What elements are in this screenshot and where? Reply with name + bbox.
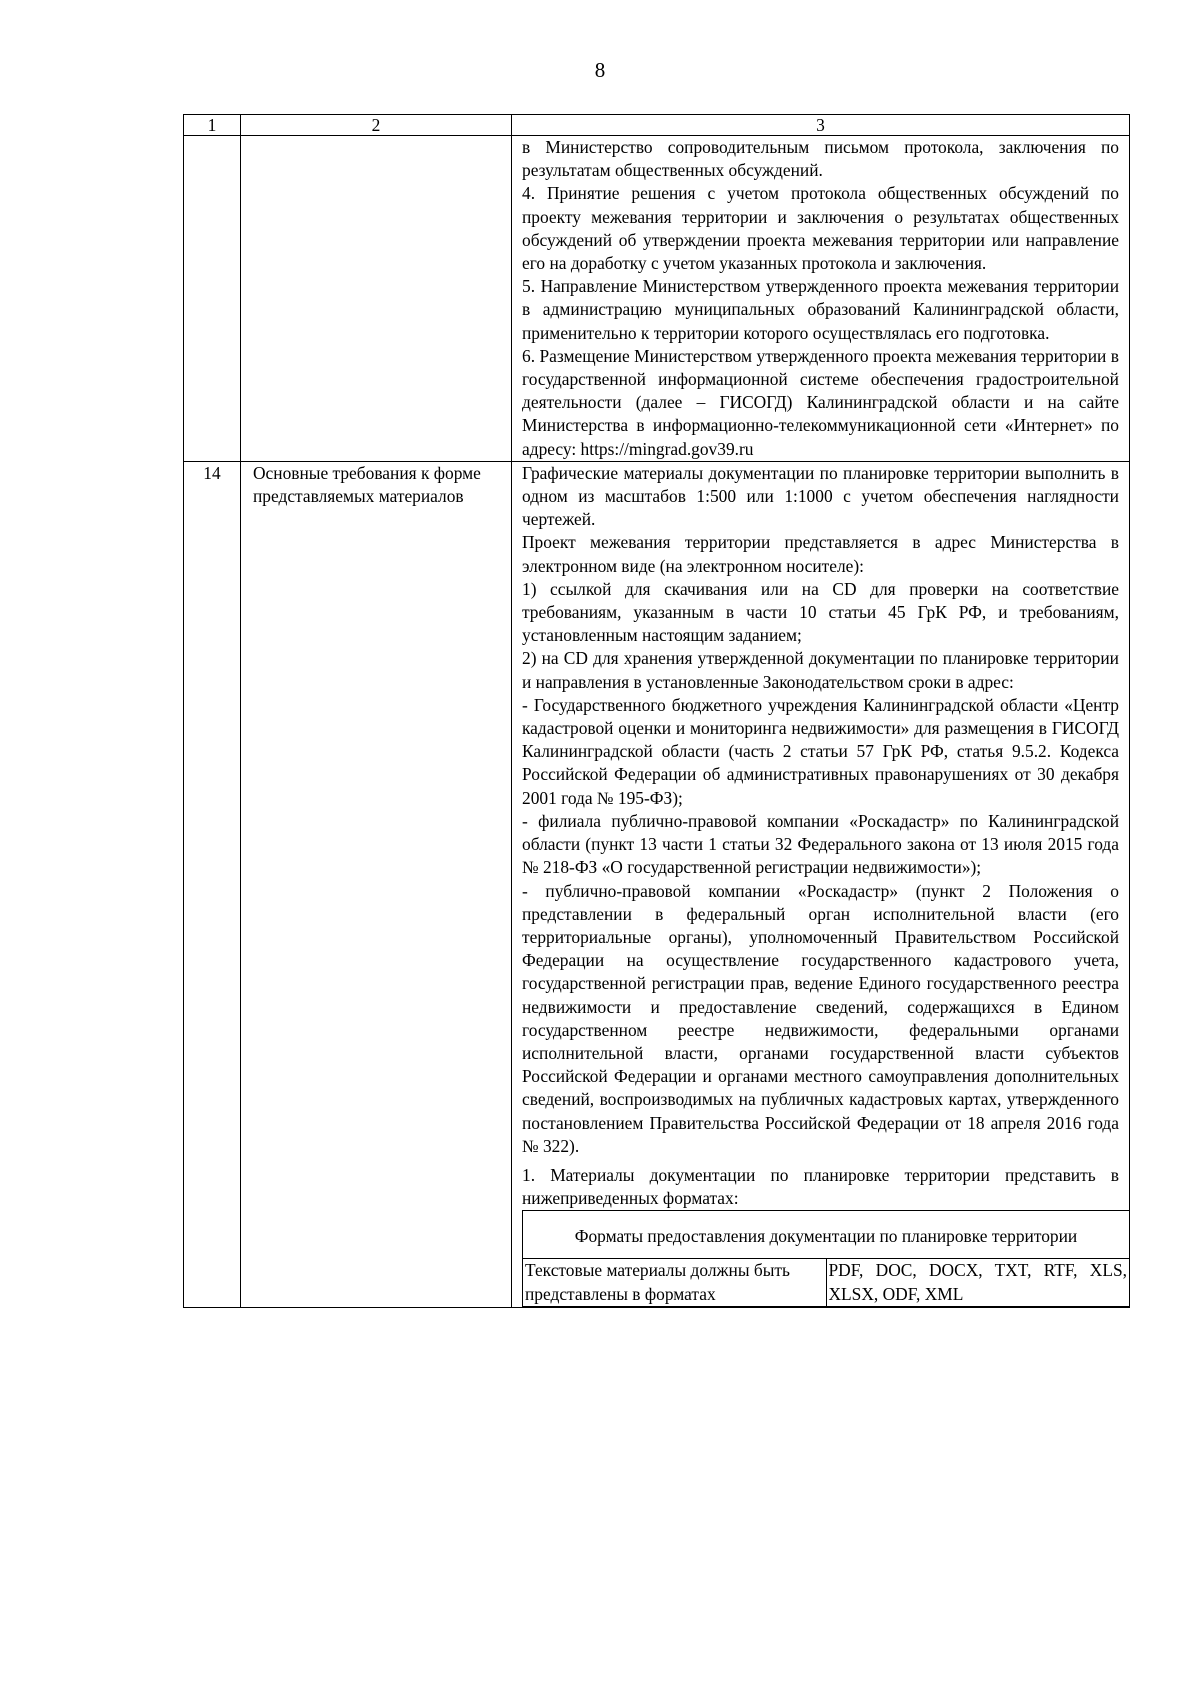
paragraph: 4. Принятие решения с учетом протокола общественных обсуждений по проекту межевания территории и заключения о результатах общественных обсуждений об утверждении проекта межевания территории или направление его на доработку с учетом указанных протокола и заключения. bbox=[522, 183, 1119, 274]
paragraph: Графические материалы документации по планировке территории выполнить в одном из масштабов 1:500 или 1:1000 с учетом обеспечения наглядности чертежей. bbox=[522, 462, 1119, 530]
paragraph: 6. Размещение Министерством утвержденного проекта межевания территории в государственной информационной системе обеспечения градостроительной деятельности (далее – ГИСОГД) Калининградской области и на сайте Министерства в информационно-телекоммуникационной сети «Интернет» по адресу: https://mingrad.gov39.ru bbox=[522, 345, 1119, 459]
row-title-cell-empty bbox=[241, 136, 512, 462]
column-header-3: 3 bbox=[512, 115, 1130, 136]
row-title: Основные требования к форме представляемых материалов bbox=[241, 461, 512, 1307]
paragraph: 2) на CD для хранения утвержденной документации по планировке территории и направления в установленные Законодательством сроки в адрес: bbox=[522, 648, 1119, 692]
paragraph: в Министерство сопроводительным письмом протокола, заключения по результатам общественных обсуждений. bbox=[522, 137, 1119, 181]
formats-table-title: Форматы предоставления документации по планировке территории bbox=[523, 1211, 1130, 1259]
paragraph: - филиала публично-правовой компании «Роскадастр» по Калининградской области (пункт 13 части 1 статьи 32 Федерального закона от 13 июля 2015 года № 218-ФЗ «О государственной регистрации недвижимости»); bbox=[522, 810, 1119, 878]
column-header-1: 1 bbox=[184, 115, 241, 136]
paragraph: 5. Направление Министерством утвержденного проекта межевания территории в администрацию муниципальных образований Калининградской области, применительно к территории которого осуществлялась его подготовка. bbox=[522, 276, 1119, 343]
requirements-table bbox=[183, 114, 1130, 1308]
paragraph: - Государственного бюджетного учреждения Калининградской области «Центр кадастровой оценки и мониторинга недвижимости» для размещения в ГИСОГД Калининградской области (часть 2 статьи 57 ГрК РФ, статья 9.5.2. Кодекса Российской Федерации об административных правонарушениях от 30 декабря 2001 года № 195-ФЗ); bbox=[522, 694, 1119, 808]
row-number: 14 bbox=[184, 461, 241, 1307]
formats-value: PDF, DOC, DOCX, TXT, RTF, XLS, XLSX, ODF, XML bbox=[826, 1259, 1130, 1306]
row-content-cell bbox=[512, 461, 1130, 1307]
paragraph: 1. Материалы документации по планировке территории представить в нижеприведенных форматах: bbox=[522, 1164, 1119, 1209]
formats-table-header-row bbox=[523, 1211, 1130, 1259]
table-row-14 bbox=[184, 461, 1130, 1307]
row-content-cell bbox=[512, 136, 1130, 462]
formats-table-row bbox=[523, 1259, 1130, 1306]
table-header-row bbox=[184, 115, 1130, 136]
formats-label: Текстовые материалы должны быть представлены в форматах bbox=[523, 1259, 827, 1306]
row-number-cell-empty bbox=[184, 136, 241, 462]
table-row-continued bbox=[184, 136, 1130, 462]
formats-table bbox=[522, 1210, 1130, 1306]
column-header-2: 2 bbox=[241, 115, 512, 136]
paragraph: - публично-правовой компании «Роскадастр» (пункт 2 Положения о представлении в федеральный орган исполнительной власти (его территориальные органы), уполномоченный Правительством Российской Федерации на осуществление государственного кадастрового учета, государственной регистрации прав, ведение Единого государственного реестра недвижимости и предоставление сведений, содержащихся в Едином государственном реестре недвижимости, федеральными органами исполнительной власти, органами государственной власти субъектов Российской Федерации и органами местного самоуправления дополнительных сведений, воспроизводимых на публичных кадастровых картах, утвержденного постановлением Правительства Российской Федерации от 18 апреля 2016 года № 322). bbox=[522, 880, 1119, 1156]
paragraph: 1) ссылкой для скачивания или на CD для проверки на соответствие требованиям, указанным в части 10 статьи 45 ГрК РФ, и требованиям, установленным настоящим заданием; bbox=[522, 578, 1119, 646]
paragraph: Проект межевания территории представляется в адрес Министерства в электронном виде (на электронном носителе): bbox=[522, 532, 1119, 576]
page-number: 8 bbox=[594, 58, 606, 82]
